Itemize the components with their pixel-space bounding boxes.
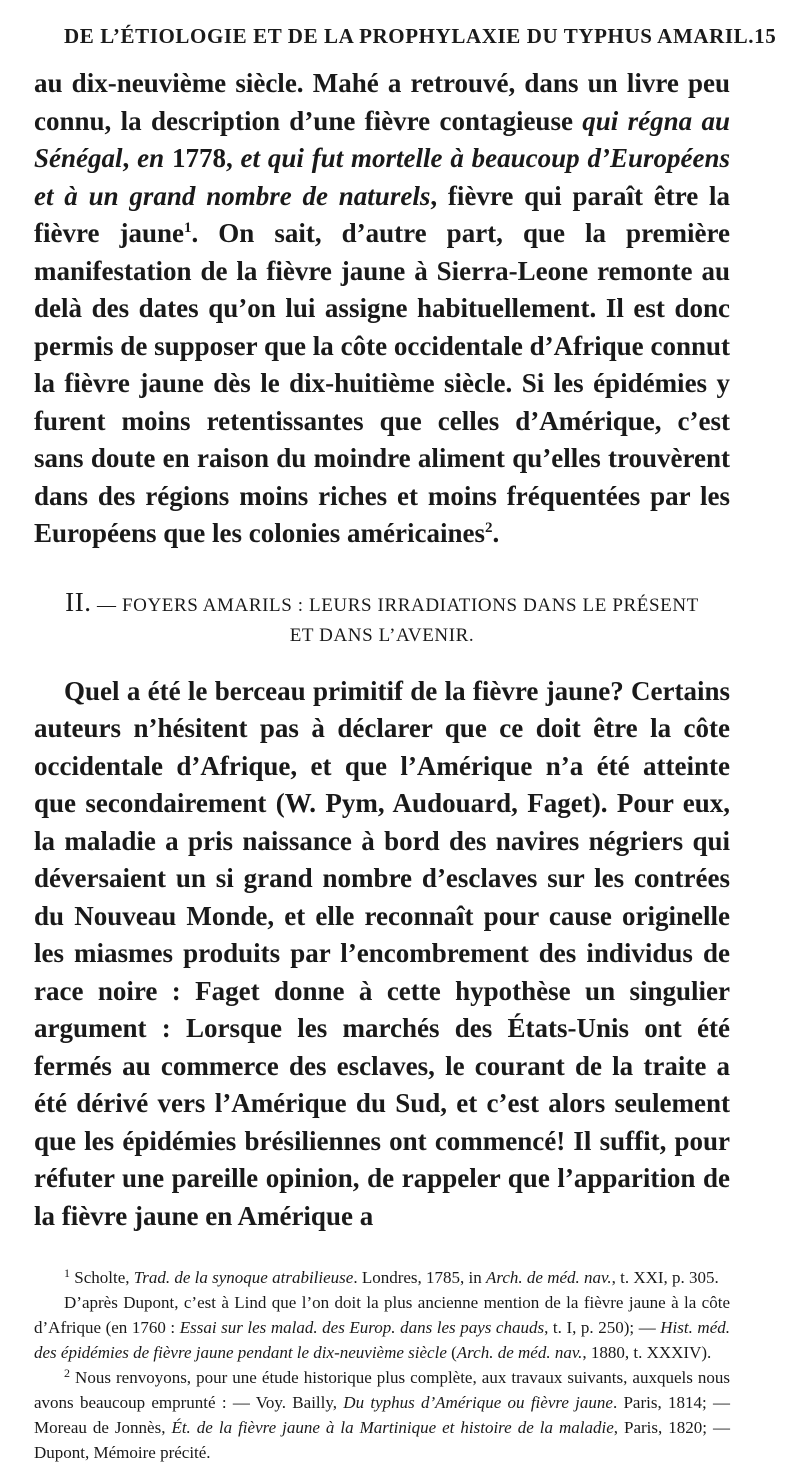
text-run: , t. XXI, p. 305. — [611, 1268, 719, 1287]
text-run: , fièvre qui paraît être la fièvre jaune — [34, 180, 730, 248]
footnote-mark: 1 — [64, 1266, 70, 1280]
text-run: , 1880, t. XXXIV). — [582, 1343, 712, 1362]
text-run: . Londres, 1785, in — [353, 1268, 487, 1287]
text-run: . — [492, 518, 500, 548]
text-run: . On sait, d’autre part, que la première manifestation de la fièvre jaune à Sierra-Leone remonte au delà des dates qu’on lui assigne habituellement. Il est donc permis de supposer que la côte occidentale d’Afrique connut la fièvre jaune dès le dix-huitième siècle. Si les épidémies y furent moins retentissantes que celles d’Amérique, c’est sans doute en raison du moindre aliment qu’elles trouvèrent dans des régions moins riches et moins fréquentées par les Européens que les colonies américaines — [34, 218, 730, 548]
text-run: , — [122, 143, 138, 173]
italic-run: Trad. de la synoque atrabilieuse — [133, 1268, 354, 1287]
italic-run: qui régna au Sénégal — [34, 105, 730, 173]
running-title: DE L’ÉTIOLOGIE ET DE LA PROPHYLAXIE DU TYPHUS AMARIL. — [64, 24, 755, 48]
footnote-ref-1: 1 — [184, 220, 192, 236]
paragraph-main: Quel a été le berceau primitif de la fièvre jaune? Certains auteurs n’hésitent pas à déclarer que ce doit être la côte occidentale d’Afrique, et que l’Amérique n’a été atteinte que secondairement (W. Pym, Audouard, Faget). Pour eux, la maladie a pris naissance à bord des navires négriers qui déversaient un si grand nombre d’esclaves sur les contrées du Nouveau Monde, et elle reconnaît pour cause originelle les miasmes produits par l’encombrement des individus de race noire : Faget donne à cette hypothèse un singulier argument : Lorsque les marchés des États-Unis ont été fermés au commerce des esclaves, le courant de la traite a été dérivé vers l’Amérique du Sud, et c’est alors seulement que les épidémies brésiliennes ont commencé! Il suffit, pour réfuter une pareille opinion, de rappeler que l’apparition de la fièvre jaune en Amérique a — [34, 675, 730, 1231]
section-title-line-2: ET DANS L’AVENIR. — [289, 624, 475, 646]
page-number: 15 — [754, 24, 777, 48]
text-run: ( — [446, 1343, 457, 1362]
text-run: , t. I, p. 250); — — [544, 1318, 661, 1337]
footnote-ref-2: 2 — [484, 520, 493, 536]
text-run: . Paris, 1814; — Moreau de Jonnès, — [34, 1393, 730, 1437]
text-run: , Paris, 1820; — Dupont, Mémoire précité. — [34, 1418, 730, 1462]
italic-run: en — [137, 143, 165, 173]
paragraph-continuation — [34, 65, 730, 553]
section-number: II. — [65, 586, 92, 617]
footnote-1-continued — [34, 1290, 730, 1365]
italic-run: Ét. de la fièvre jaune à la Martinique et histoire de la maladie — [171, 1418, 614, 1437]
text-run: 1778, — [164, 143, 241, 173]
italic-run: Arch. de méd. nav. — [456, 1343, 583, 1362]
footnote-1 — [34, 1265, 730, 1290]
text-run: Scholte, — [70, 1268, 134, 1287]
footnote-2 — [34, 1365, 730, 1465]
section-heading — [34, 587, 730, 651]
italic-run: Arch. de méd. nav. — [486, 1268, 612, 1287]
section-title-line-1: — FOYERS AMARILS : LEURS IRRADIATIONS DANS LE PRÉSENT — [91, 594, 699, 616]
text-run: D’après Dupont, c’est à Lind que l’on doit la plus ancienne mention de la fièvre jaune à la côte d’Afrique (en 1760 : — [34, 1293, 730, 1337]
text-run: Nous renvoyons, pour une étude historique plus complète, aux travaux suivants, auxquels nous avons beaucoup emprunté : — Voy. Bailly, — [34, 1368, 730, 1412]
text-run: au dix-neuvième siècle. Mahé a retrouvé, dans un livre peu connu, la description d’une fièvre contagieuse — [34, 68, 730, 136]
footnotes — [34, 1265, 730, 1465]
italic-run: Hist. méd. des épidémies de fièvre jaune pendant le dix-neuvième siècle — [34, 1318, 730, 1362]
italic-run: Essai sur les malad. des Europ. dans les pays chauds — [179, 1318, 545, 1337]
footnote-mark: 2 — [64, 1366, 70, 1380]
italic-run: et qui fut mortelle à beaucoup d’Européens et à un grand nombre de naturels — [34, 143, 731, 211]
running-head — [64, 24, 777, 49]
italic-run: Du typhus d’Amérique ou fièvre jaune — [343, 1393, 613, 1412]
